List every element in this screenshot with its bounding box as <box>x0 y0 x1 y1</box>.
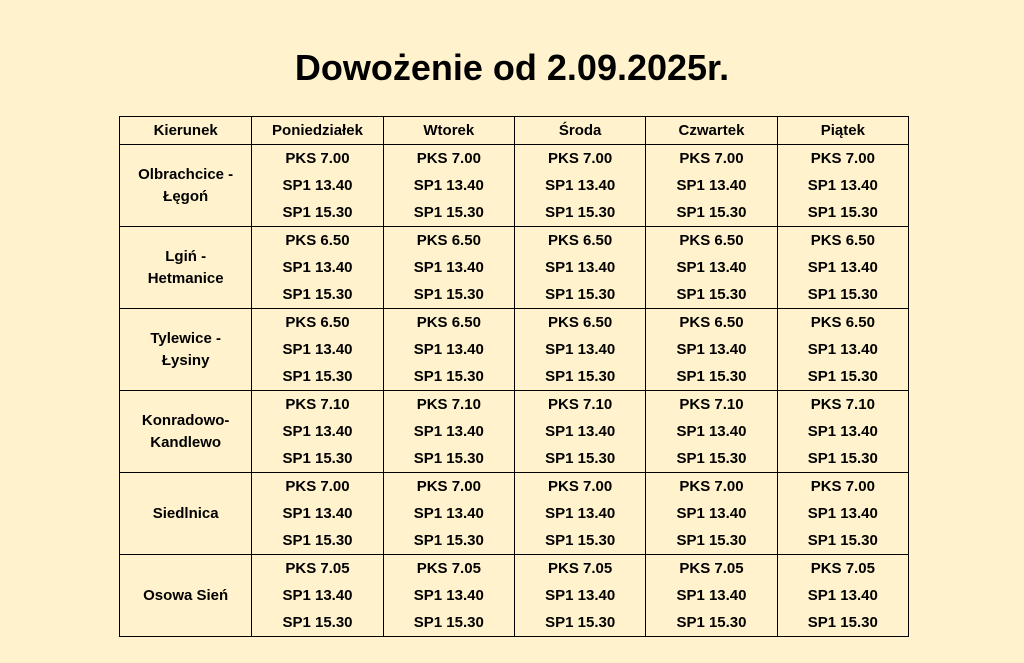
times-cell-thursday <box>646 309 777 391</box>
column-header-wednesday: Środa <box>514 117 645 145</box>
times-cell-tuesday <box>383 391 514 473</box>
times-cell-friday <box>777 555 908 637</box>
times-cell-monday <box>252 145 383 227</box>
departure-time: SP1 13.40 <box>676 423 747 440</box>
times-cell-thursday <box>646 473 777 555</box>
departure-time: PKS 7.00 <box>548 478 613 495</box>
departure-time: PKS 6.50 <box>548 314 613 331</box>
departure-time: PKS 6.50 <box>416 232 481 249</box>
departure-time: SP1 13.40 <box>676 587 747 604</box>
departure-time: SP1 13.40 <box>676 505 747 522</box>
times-cell-friday <box>777 309 908 391</box>
departure-time: SP1 15.30 <box>413 450 484 467</box>
departure-time: PKS 6.50 <box>285 232 350 249</box>
table-row <box>120 473 909 555</box>
departure-time: PKS 7.10 <box>679 396 744 413</box>
departure-time: SP1 13.40 <box>676 259 747 276</box>
departure-time: SP1 15.30 <box>282 368 353 385</box>
times-cell-wednesday <box>514 473 645 555</box>
times-cell-thursday <box>646 391 777 473</box>
departure-time: SP1 15.30 <box>676 286 747 303</box>
departure-time: SP1 13.40 <box>545 505 616 522</box>
direction-cell: Osowa Sień <box>120 555 252 637</box>
departure-time: PKS 7.00 <box>285 478 350 495</box>
departure-time: SP1 13.40 <box>282 177 353 194</box>
column-header-tuesday: Wtorek <box>383 117 514 145</box>
departure-time: SP1 15.30 <box>807 614 878 631</box>
times-cell-wednesday <box>514 309 645 391</box>
departure-time: PKS 6.50 <box>810 232 875 249</box>
departure-time: PKS 7.05 <box>285 560 350 577</box>
departure-time: PKS 7.00 <box>810 150 875 167</box>
departure-time: PKS 6.50 <box>285 314 350 331</box>
departure-time: SP1 13.40 <box>807 177 878 194</box>
departure-time: SP1 13.40 <box>413 259 484 276</box>
departure-time: SP1 15.30 <box>807 368 878 385</box>
direction-cell: Lgiń - Hetmanice <box>120 227 252 309</box>
times-cell-thursday <box>646 555 777 637</box>
times-cell-wednesday <box>514 391 645 473</box>
departure-time: SP1 13.40 <box>545 423 616 440</box>
times-cell-tuesday <box>383 309 514 391</box>
departure-time: SP1 13.40 <box>282 423 353 440</box>
departure-time: PKS 7.00 <box>679 150 744 167</box>
departure-time: SP1 13.40 <box>545 177 616 194</box>
departure-time: SP1 13.40 <box>676 177 747 194</box>
departure-time: PKS 7.10 <box>810 396 875 413</box>
departure-time: SP1 15.30 <box>807 204 878 221</box>
departure-time: SP1 15.30 <box>676 614 747 631</box>
departure-time: SP1 13.40 <box>413 177 484 194</box>
departure-time: PKS 7.00 <box>548 150 613 167</box>
departure-time: PKS 7.00 <box>416 478 481 495</box>
times-cell-tuesday <box>383 227 514 309</box>
departure-time: PKS 7.05 <box>810 560 875 577</box>
times-cell-monday <box>252 473 383 555</box>
departure-time: SP1 15.30 <box>545 532 616 549</box>
times-cell-tuesday <box>383 145 514 227</box>
departure-time: PKS 7.00 <box>679 478 744 495</box>
column-header-thursday: Czwartek <box>646 117 777 145</box>
column-header-friday: Piątek <box>777 117 908 145</box>
times-cell-tuesday <box>383 555 514 637</box>
times-cell-thursday <box>646 145 777 227</box>
departure-time: SP1 13.40 <box>413 341 484 358</box>
departure-time: SP1 13.40 <box>807 341 878 358</box>
departure-time: PKS 7.05 <box>548 560 613 577</box>
times-cell-wednesday <box>514 145 645 227</box>
departure-time: PKS 7.00 <box>810 478 875 495</box>
departure-time: SP1 15.30 <box>413 286 484 303</box>
times-cell-tuesday <box>383 473 514 555</box>
schedule-table <box>119 116 909 637</box>
departure-time: SP1 13.40 <box>282 341 353 358</box>
departure-time: SP1 13.40 <box>413 505 484 522</box>
times-cell-monday <box>252 555 383 637</box>
departure-time: SP1 13.40 <box>413 423 484 440</box>
departure-time: PKS 7.10 <box>416 396 481 413</box>
departure-time: PKS 6.50 <box>548 232 613 249</box>
departure-time: SP1 13.40 <box>545 341 616 358</box>
departure-time: SP1 15.30 <box>807 286 878 303</box>
header-row <box>120 117 909 145</box>
departure-time: SP1 13.40 <box>807 423 878 440</box>
departure-time: SP1 15.30 <box>282 532 353 549</box>
direction-cell: Olbrachcice - Łęgoń <box>120 145 252 227</box>
departure-time: SP1 15.30 <box>676 532 747 549</box>
departure-time: SP1 15.30 <box>413 204 484 221</box>
table-row <box>120 309 909 391</box>
direction-cell: Tylewice - Łysiny <box>120 309 252 391</box>
departure-time: SP1 15.30 <box>545 286 616 303</box>
times-cell-wednesday <box>514 555 645 637</box>
departure-time: SP1 13.40 <box>282 259 353 276</box>
departure-time: SP1 15.30 <box>413 532 484 549</box>
departure-time: PKS 6.50 <box>416 314 481 331</box>
departure-time: SP1 15.30 <box>413 368 484 385</box>
departure-time: SP1 15.30 <box>676 368 747 385</box>
departure-time: PKS 7.10 <box>285 396 350 413</box>
times-cell-monday <box>252 309 383 391</box>
times-cell-monday <box>252 391 383 473</box>
departure-time: PKS 6.50 <box>679 232 744 249</box>
departure-time: SP1 13.40 <box>676 341 747 358</box>
page-title: Dowożenie od 2.09.2025r. <box>294 47 730 88</box>
departure-time: PKS 7.00 <box>416 150 481 167</box>
departure-time: SP1 15.30 <box>676 204 747 221</box>
departure-time: SP1 13.40 <box>282 505 353 522</box>
departure-time: PKS 6.50 <box>679 314 744 331</box>
departure-time: PKS 7.05 <box>416 560 481 577</box>
departure-time: SP1 13.40 <box>282 587 353 604</box>
departure-time: SP1 13.40 <box>545 587 616 604</box>
departure-time: SP1 13.40 <box>807 259 878 276</box>
departure-time: SP1 13.40 <box>807 587 878 604</box>
departure-time: SP1 13.40 <box>413 587 484 604</box>
departure-time: PKS 7.10 <box>548 396 613 413</box>
column-header-monday: Poniedziałek <box>252 117 383 145</box>
departure-time: PKS 7.05 <box>679 560 744 577</box>
departure-time: SP1 15.30 <box>676 450 747 467</box>
departure-time: SP1 15.30 <box>545 368 616 385</box>
times-cell-thursday <box>646 227 777 309</box>
departure-time: SP1 13.40 <box>545 259 616 276</box>
times-cell-friday <box>777 227 908 309</box>
table-row <box>120 555 909 637</box>
direction-cell: Konradowo-Kandlewo <box>120 391 252 473</box>
direction-cell: Siedlnica <box>120 473 252 555</box>
departure-time: SP1 15.30 <box>282 204 353 221</box>
times-cell-friday <box>777 391 908 473</box>
table-row <box>120 391 909 473</box>
departure-time: SP1 15.30 <box>545 204 616 221</box>
table-row <box>120 145 909 227</box>
times-cell-friday <box>777 473 908 555</box>
departure-time: SP1 15.30 <box>282 450 353 467</box>
departure-time: SP1 15.30 <box>282 286 353 303</box>
departure-time: SP1 15.30 <box>545 614 616 631</box>
times-cell-friday <box>777 145 908 227</box>
departure-time: SP1 15.30 <box>807 450 878 467</box>
column-header-direction: Kierunek <box>120 117 252 145</box>
departure-time: SP1 15.30 <box>807 532 878 549</box>
departure-time: SP1 15.30 <box>282 614 353 631</box>
departure-time: PKS 7.00 <box>285 150 350 167</box>
table-row <box>120 227 909 309</box>
departure-time: SP1 13.40 <box>807 505 878 522</box>
departure-time: SP1 15.30 <box>545 450 616 467</box>
departure-time: SP1 15.30 <box>413 614 484 631</box>
departure-time: PKS 6.50 <box>810 314 875 331</box>
times-cell-monday <box>252 227 383 309</box>
times-cell-wednesday <box>514 227 645 309</box>
